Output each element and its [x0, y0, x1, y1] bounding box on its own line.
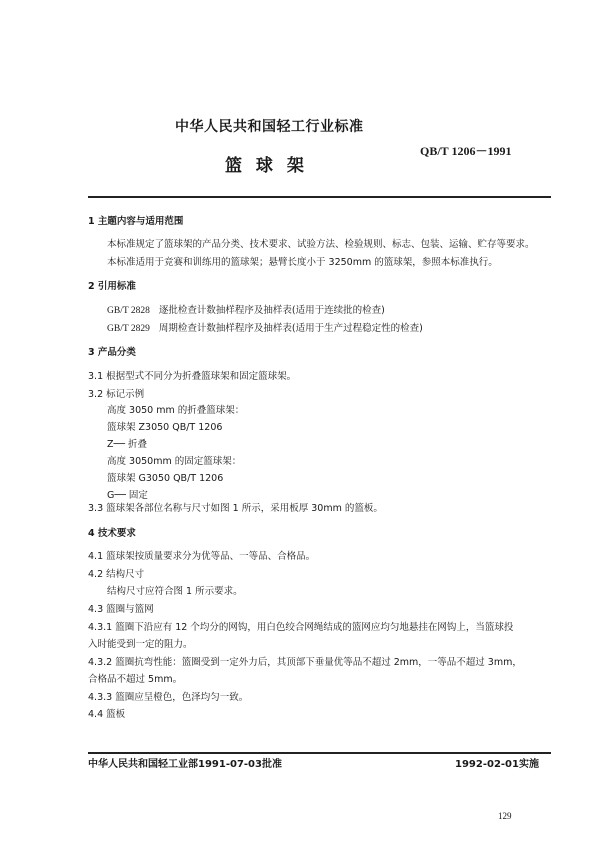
clause-3-3: 3.3 篮球架各部位名称与尺寸如图 1 所示，采用板厚 30mm 的篮板。 — [88, 503, 383, 514]
reference-code: GB/T 2828 — [107, 306, 150, 316]
clause-4-1: 4.1 篮球架按质量要求分为优等品、一等品、合格品。 — [88, 551, 316, 562]
example-line: 篮球架 G3050 QB/T 1206 — [107, 473, 224, 484]
reference-item — [107, 305, 385, 317]
doc-title: 篮 球 架 — [225, 156, 308, 176]
section-1-para-2: 本标准适用于竞赛和训练用的篮球架；悬臂长度小于 3250mm 的篮球架，参照本标准执行。 — [107, 257, 498, 268]
footer-rule — [88, 752, 551, 754]
header-rule — [88, 196, 551, 198]
standard-number: QB/T 1206－1991 — [420, 144, 512, 158]
reference-item — [107, 323, 423, 335]
effective-date: 1992-02-01实施 — [455, 759, 539, 770]
clause-4-3-2-cont: 合格品不超过 5mm。 — [88, 674, 183, 685]
clause-4-3-2: 4.3.2 篮圈抗弯性能：篮圈受到一定外力后，其顶部下垂量优等品不超过 2mm，一等品不超过 3mm， — [88, 657, 522, 668]
clause-4-3: 4.3 篮圈与篮网 — [88, 604, 154, 615]
section-4-heading: 4 技术要求 — [88, 528, 136, 539]
section-2-heading: 2 引用标准 — [88, 281, 136, 292]
page-number: 129 — [498, 811, 512, 821]
reference-title: 逐批检查计数抽样程序及抽样表(适用于连续批的检查) — [158, 305, 385, 316]
clause-4-3-1: 4.3.1 篮圈下沿应有 12 个均分的网钩，用白色绞合网绳结成的篮网应均匀地悬挂在网钩上，当篮球投 — [88, 622, 514, 633]
example-line: G── 固定 — [107, 490, 148, 501]
clause-4-2: 4.2 结构尺寸 — [88, 569, 145, 580]
clause-3-1: 3.1 根据型式不同分为折叠篮球架和固定篮球架。 — [88, 371, 297, 382]
clause-4-4: 4.4 篮板 — [88, 709, 126, 720]
reference-code: GB/T 2829 — [107, 324, 150, 334]
clause-4-3-3: 4.3.3 篮圈应呈橙色，色泽均匀一致。 — [88, 692, 249, 703]
example-line: 高度 3050 mm 的折叠篮球架： — [107, 405, 245, 416]
section-3-heading: 3 产品分类 — [88, 347, 136, 358]
clause-3-2: 3.2 标记示例 — [88, 389, 145, 400]
approval-date: 中华人民共和国轻工业部1991-07-03批准 — [88, 759, 282, 770]
clause-4-3-1-cont: 入时能受到一定的阻力。 — [88, 639, 193, 650]
org-title: 中华人民共和国轻工行业标准 — [175, 119, 364, 135]
example-line: Z── 折叠 — [107, 439, 147, 450]
example-line: 篮球架 Z3050 QB/T 1206 — [107, 422, 223, 433]
section-1-para-1: 本标准规定了篮球架的产品分类、技术要求、试验方法、检验规则、标志、包装、运输、贮存等要求。 — [107, 239, 535, 250]
reference-title: 周期检查计数抽样程序及抽样表(适用于生产过程稳定性的检查) — [158, 323, 423, 334]
clause-4-2-text: 结构尺寸应符合图 1 所示要求。 — [107, 586, 243, 597]
example-line: 高度 3050mm 的固定篮球架： — [107, 456, 242, 467]
section-1-heading: 1 主题内容与适用范围 — [88, 216, 184, 227]
